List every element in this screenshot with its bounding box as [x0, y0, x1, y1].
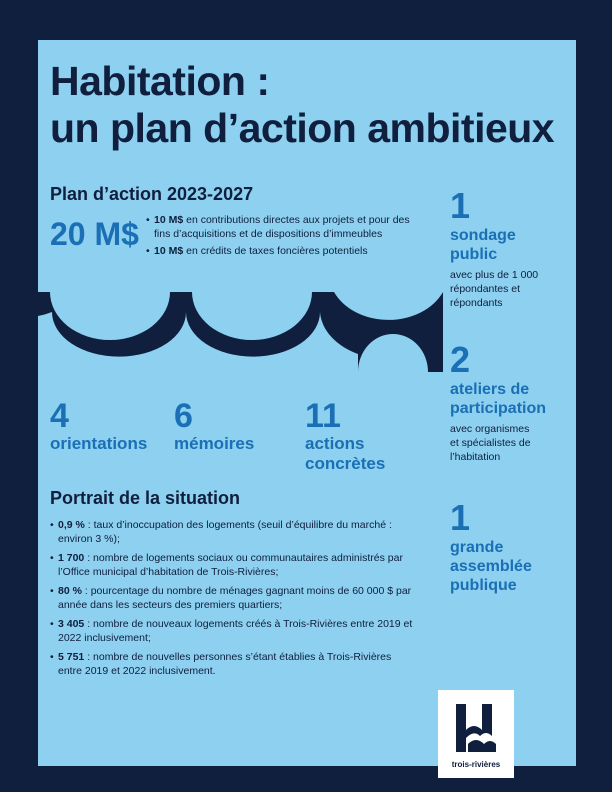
right-stat-label: participation [450, 400, 547, 417]
right-stat-label: public [450, 246, 498, 263]
portrait-text: : taux d’inoccupation des logements (seuil d’équilibre du marché : environ 3 %); [58, 519, 392, 545]
portrait-text: : nombre de logements sociaux ou communautaires administrés par l’Office municipal d’habitation de Trois-Rivières; [58, 552, 403, 578]
stat-number: 4 [50, 397, 69, 435]
portrait-text: : pourcentage du nombre de ménages gagnant moins de 60 000 $ par année dans les secteurs des premiers quartiers; [58, 585, 412, 611]
right-stat-desc [450, 422, 570, 464]
plan-item-value: 10 M$ [154, 245, 184, 257]
portrait-list [50, 519, 415, 684]
list-item [50, 519, 415, 546]
stat-orientations [50, 398, 147, 454]
list-item [50, 552, 415, 579]
city-logo-text: trois-rivières [451, 760, 501, 769]
plan-item-text: en crédits de taxes foncières potentiels [183, 245, 368, 257]
desc-line: l’habitation [450, 451, 501, 463]
plan-item-value: 10 M$ [154, 214, 184, 226]
portrait-value: 0,9 % [58, 519, 85, 531]
portrait-text: : nombre de nouvelles personnes s’étant établies à Trois-Rivières entre 2019 et 2022 inclusivement. [58, 651, 392, 677]
desc-line: avec organismes [450, 423, 530, 435]
portrait-heading: Portrait de la situation [50, 488, 241, 508]
portrait-value: 5 751 [58, 651, 85, 663]
desc-line: répondants [450, 297, 503, 309]
stat-memoires [174, 398, 254, 454]
stat-number: 11 [305, 397, 341, 435]
title-line-1: Habitation : [50, 58, 270, 104]
wave-shape [38, 292, 443, 372]
list-item [146, 245, 426, 259]
right-stat-label: ateliers de [450, 381, 530, 398]
stat-number: 6 [174, 397, 193, 435]
portrait-value: 3 405 [58, 618, 85, 630]
right-stat-ateliers [450, 340, 570, 464]
right-stat-label: publique [450, 577, 517, 594]
list-item [50, 585, 415, 612]
plan-heading: Plan d’action 2023-2027 [50, 184, 254, 204]
list-item [146, 214, 426, 241]
stat-label: mémoires [174, 434, 255, 453]
desc-line: et spécialistes de [450, 437, 531, 449]
stat-actions [305, 398, 385, 474]
right-stat-number: 1 [450, 185, 471, 226]
plan-items-list [146, 214, 426, 263]
stat-label: orientations [50, 434, 148, 453]
stat-label: actions [305, 434, 365, 453]
desc-line: répondantes et [450, 283, 521, 295]
right-stat-desc [450, 268, 570, 310]
page-title [50, 58, 554, 152]
plan-item-text: en contributions directes aux projets et pour des fins d’acquisitions et de dispositions d’immeubles [154, 214, 410, 240]
plan-amount: 20 M$ [50, 216, 139, 252]
portrait-value: 80 % [58, 585, 82, 597]
right-stat-number: 1 [450, 497, 471, 538]
right-stat-label: assemblée [450, 558, 532, 575]
city-logo-icon [452, 700, 500, 758]
portrait-value: 1 700 [58, 552, 85, 564]
wave-decoration [38, 292, 443, 372]
right-stat-label: grande [450, 539, 504, 556]
right-stat-assemblee [450, 498, 570, 595]
stat-label-2: concrètes [305, 454, 386, 473]
right-stat-sondage [450, 186, 570, 310]
right-stat-label: sondage [450, 227, 516, 244]
list-item [50, 651, 415, 678]
list-item [50, 618, 415, 645]
city-logo [438, 690, 514, 778]
desc-line: avec plus de 1 000 [450, 269, 539, 281]
right-stat-number: 2 [450, 339, 471, 380]
title-line-2: un plan d’action ambitieux [50, 105, 555, 151]
portrait-text: : nombre de nouveaux logements créés à Trois-Rivières entre 2019 et 2022 inclusivement; [58, 618, 413, 644]
